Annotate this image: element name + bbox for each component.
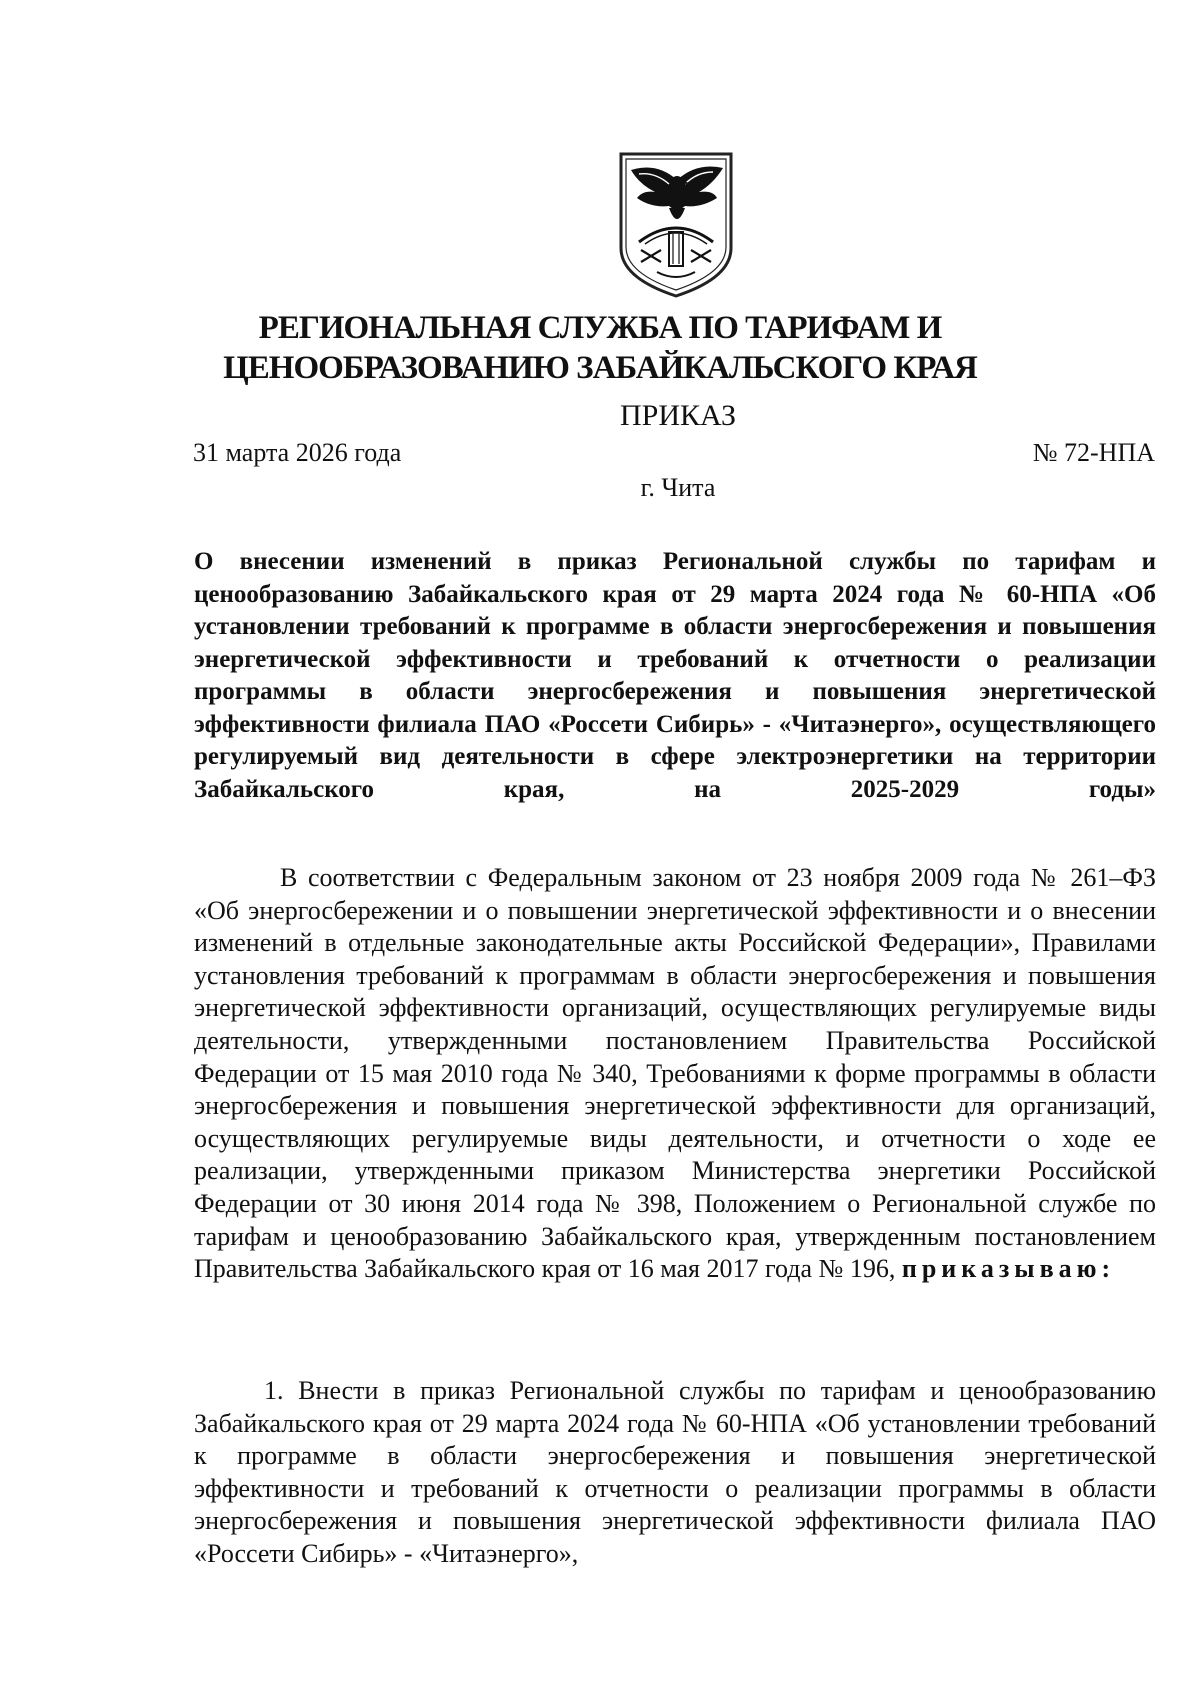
document-subject bbox=[194, 546, 1156, 806]
document-date: 31 марта 2026 года bbox=[193, 438, 402, 467]
clause-1-paragraph bbox=[194, 1375, 1156, 1571]
agency-name-line-1: РЕГИОНАЛЬНАЯ СЛУЖБА ПО ТАРИФАМ И bbox=[258, 310, 942, 346]
coat-of-arms-icon bbox=[617, 150, 735, 300]
document-type: ПРИКАЗ bbox=[620, 399, 736, 432]
document-city: г. Чита bbox=[640, 473, 716, 502]
clause-1-text: 1. Внести в приказ Региональной службы по тарифам и ценообразованию Забайкальского края от 29 марта 2024 года № 60-НПА «Об установлении требований к программе в области энергосбережения и повышения энергетической эффективности и требований к отчетности о реализации программы в области энергосбережения и повышения энергетической эффективности филиала ПАО «Россети Сибирь» - «Читаэнерго», bbox=[194, 1376, 1156, 1568]
agency-name-line-2: ЦЕНООБРАЗОВАНИЮ ЗАБАЙКАЛЬСКОГО КРАЯ bbox=[223, 350, 977, 386]
preamble-text: В соответствии с Федеральным законом от 23 ноября 2009 года № 261–ФЗ «Об энергосбережении и о повышении энергетической эффективности и о внесении изменений в отдельные законодательные акты Российской Федерации», Правилами установления требований к программам в области энергосбережения и повышения энергетической эффективности организаций, осуществляющих регулируемые виды деятельности, утвержденными постановлением Правительства Российской Федерации от 15 мая 2010 года № 340, Требованиями к форме программы в области энергосбережения и повышения энергетической эффективности для организаций, осуществляющих регулируемые виды деятельности, и отчетности о ходе ее реализации, утвержденными приказом Министерства энергетики Российской Федерации от 30 июня 2014 года № 398, Положением о Региональной службе по тарифам и ценообразованию Забайкальского края, утвержденным постановлением Правительства Забайкальского края от 16 мая 2017 года № 196, bbox=[194, 863, 1156, 1284]
document-subject-text: О внесении изменений в приказ Региональной службы по тарифам и ценообразованию Забайкальского края от 29 марта 2024 года № 60-НПА «Об установлении требований к программе в области энергосбережения и повышения энергетической эффективности и требований к отчетности о реализации программы в области энергосбережения и повышения энергетической эффективности филиала ПАО «Россети Сибирь» - «Читаэнерго», осуществляющего регулируемый вид деятельности в сфере электроэнергетики на территории Забайкальского края, на 2025-2029 годы» bbox=[194, 548, 1156, 803]
document-number: № 72-НПА bbox=[1032, 438, 1155, 467]
order-directive: приказываю: bbox=[901, 1254, 1116, 1284]
preamble-paragraph bbox=[194, 862, 1156, 1286]
agency-name bbox=[0, 308, 1200, 388]
